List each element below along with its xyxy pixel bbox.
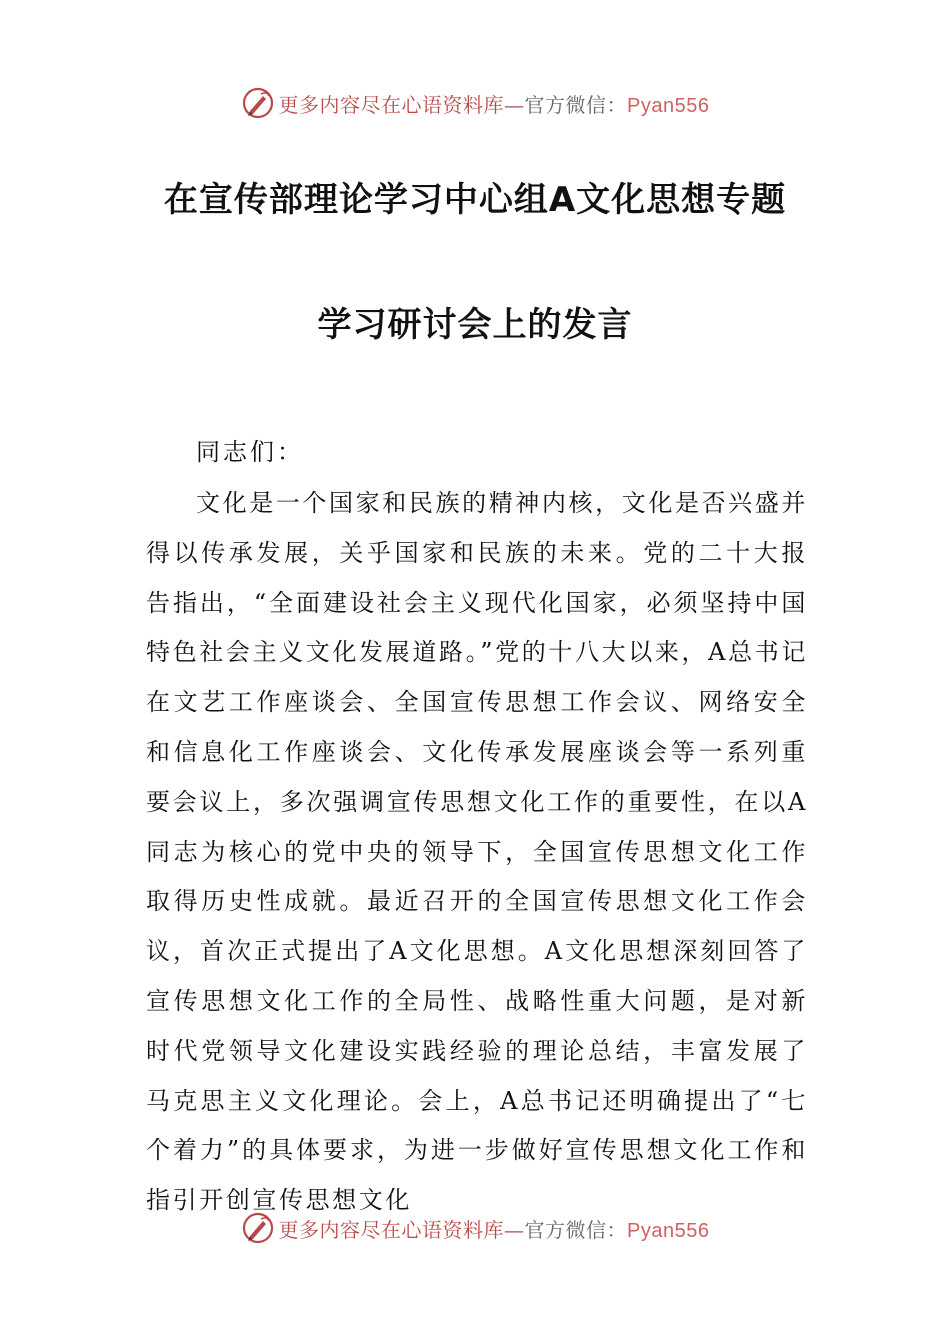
header-watermark [0,83,950,123]
watermark-text: 更多内容尽在心语资料库—官方微信：Pyan556 [278,1217,710,1242]
footer-watermark [0,1208,950,1248]
watermark-text: 更多内容尽在心语资料库—官方微信：Pyan556 [278,92,710,117]
pen-circle-logo-icon [241,1211,275,1245]
pen-circle-logo-icon [241,86,275,120]
document-title-line-2: 学习研讨会上的发言 [317,305,633,345]
document-title-line-1: 在宣传部理论学习中心组A文化思想专题 [163,180,787,220]
wechat-id: Pyan556 [627,1219,710,1242]
body-paragraph: 文化是一个国家和民族的精神内核，文化是否兴盛并得以传承发展，关乎国家和民族的未来。党的二十大报告指出，“全面建设社会主义现代化国家，必须坚持中国特色社会主义文化发展道路。”党的十八大以来，A总书记在文艺工作座谈会、全国宣传思想工作会议、网络安全和信息化工作座谈会、文化传承发展座谈会等一系列重要会议上，多次强调宣传思想文化工作的重要性，在以A同志为核心的党中央的领导下，全国宣传思想文化工作取得历史性成就。最近召开的全国宣传思想文化工作会议，首次正式提出了A文化思想。A文化思想深刻回答了宣传思想文化工作的全局性、战略性重大问题，是对新时代党领导文化建设实践经验的理论总结，丰富发展了马克思主义文化理论。会上，A总书记还明确提出了“七个着力”的具体要求，为进一步做好宣传思想文化工作和指引开创宣传思想文化 [146,489,808,1215]
salutation: 同志们： [196,438,304,466]
wechat-id: Pyan556 [627,94,710,117]
